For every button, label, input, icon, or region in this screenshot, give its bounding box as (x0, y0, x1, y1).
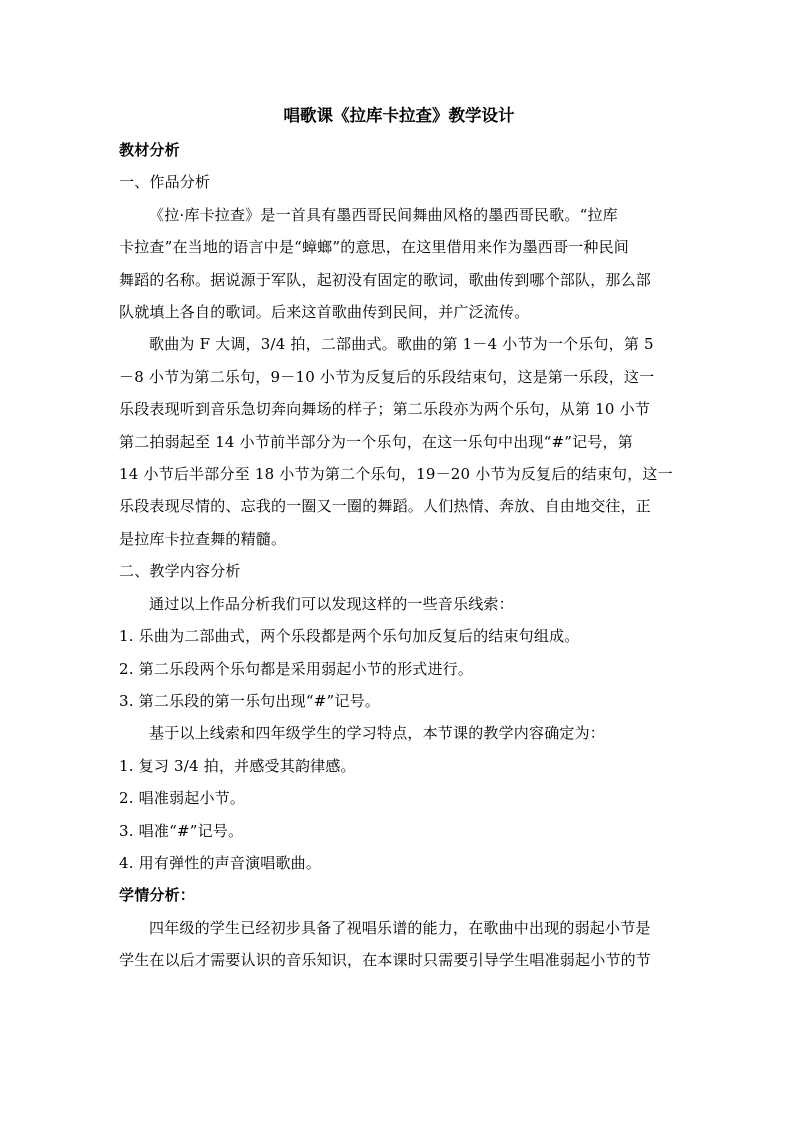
section-heading-material-analysis: 教材分析 (119, 141, 180, 159)
list-teaching-content (119, 750, 679, 880)
paragraph-teaching-content-intro: 基于以上线索和四年级学生的学习特点，本节课的教学内容确定为： (149, 724, 606, 743)
paragraph-music-clues-intro: 通过以上作品分析我们可以发现这样的一些音乐线索： (149, 594, 514, 613)
list-item: 1. 复习 3/4 拍，并感受其韵律感。 (119, 756, 356, 775)
list-item: 3. 第二乐段的第一乐句出现“#”记号。 (119, 691, 380, 710)
subheading-teaching-content-analysis: 二、教学内容分析 (119, 562, 241, 581)
subheading-work-analysis: 一、作品分析 (119, 173, 211, 192)
list-item: 3. 唱准“#”记号。 (119, 821, 244, 840)
paragraph-song-structure (119, 328, 679, 555)
list-item: 2. 第二乐段两个乐句都是采用弱起小节的形式进行。 (119, 659, 474, 678)
list-item: 2. 唱准弱起小节。 (119, 789, 246, 808)
document-body (119, 134, 679, 977)
list-music-clues (119, 620, 679, 717)
text-line: 卡拉查”在当地的语言中是“蟑螂”的意思，在这里借用来作为墨西哥一种民间 (119, 238, 630, 257)
paragraph-learner-analysis (119, 912, 679, 977)
list-item: 4. 用有弹性的声音演唱歌曲。 (119, 853, 322, 872)
text-line: 14 小节后半部分至 18 小节为第二个乐句，19－20 小节为反复后的结束句，这一 (119, 465, 673, 484)
page-title: 唱歌课《拉库卡拉查》教学设计 (283, 106, 515, 125)
text-line: 第二拍弱起至 14 小节前半部分为一个乐句，在这一乐句中出现“#”记号，第 (119, 432, 633, 451)
paragraph-work-intro (119, 199, 679, 329)
list-item: 1. 乐曲为二部曲式，两个乐段都是两个乐句加反复后的结束句组成。 (119, 627, 580, 646)
text-line: 四年级的学生已经初步具备了视唱乐谱的能力，在歌曲中出现的弱起小节是 (149, 918, 651, 937)
text-line: 歌曲为 F 大调，3/4 拍，二部曲式。歌曲的第 1－4 小节为一个乐句，第 5 (149, 335, 654, 354)
text-line: 《拉·库卡拉查》是一首具有墨西哥民间舞曲风格的墨西哥民歌。“拉库 (149, 205, 618, 224)
text-line: 舞蹈的名称。据说源于军队，起初没有固定的歌词，歌曲传到哪个部队，那么部 (119, 270, 652, 289)
section-heading-learner-analysis: 学情分析： (119, 886, 196, 905)
text-line: 学生在以后才需要认识的音乐知识，在本课时只需要引导学生唱准弱起小节的节 (119, 951, 652, 970)
text-line: 是拉库卡拉查舞的精髓。 (119, 529, 287, 548)
text-line: 乐段表现尽情的、忘我的一圈又一圈的舞蹈。人们热情、奔放、自由地交往，正 (119, 497, 652, 516)
text-line: 队就填上各自的歌词。后来这首歌曲传到民间，并广泛流传。 (119, 303, 530, 322)
text-line: －8 小节为第二乐句，9－10 小节为反复后的乐段结束句，这是第一乐段，这一 (119, 367, 655, 386)
text-line: 乐段表现听到音乐急切奔向舞场的样子；第二乐段亦为两个乐句，从第 10 小节 (119, 400, 651, 419)
